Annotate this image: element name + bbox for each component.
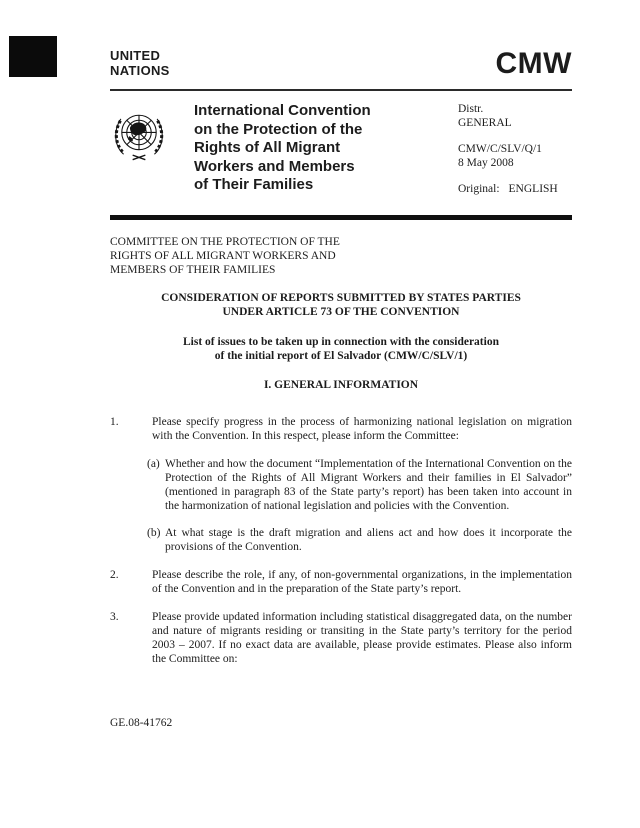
paragraph-3-text: Please provide updated information including statistical disaggregated data, on the number and nature of migrants residing or transiting in the State party’s territory for the period 2003 – 2007. If no exact data are available, please provide estimates. Please also inform the Committee on: <box>152 611 572 665</box>
org-line-1: UNITED <box>110 48 161 63</box>
convention-title <box>194 102 396 196</box>
paragraph-1-text: Please specify progress in the process of harmonizing national legislation on migration with the Convention. In this respect, please inform the Committee: <box>152 416 572 442</box>
paragraph-1-number: 1. <box>110 416 119 428</box>
subitem-a-text: Whether and how the document “Implementation of the International Convention on the Protection of the Rights of All Migrant Workers and their families in El Salvador” (mentioned in paragraph 83 of the State party’s report) has been taken into account in the harmonization of national legislation and policies with the Convention. <box>165 458 572 512</box>
original-label: Original: <box>458 183 500 195</box>
committee-line: RIGHTS OF ALL MIGRANT WORKERS AND <box>110 250 336 262</box>
doc-symbol: CMW/C/SLV/Q/1 <box>458 143 542 155</box>
paragraph-3 <box>110 610 572 666</box>
org-line-2: NATIONS <box>110 63 170 78</box>
convention-title-line: International Convention <box>194 102 371 119</box>
doc-date: 8 May 2008 <box>458 157 514 169</box>
subitem-b-text: At what stage is the draft migration and aliens act and how does it incorporate the provisions of the Convention. <box>165 527 572 553</box>
un-emblem-icon <box>110 106 168 168</box>
doc-symbol-large: CMW <box>495 47 572 80</box>
committee-heading <box>110 235 572 277</box>
document-body <box>110 235 572 730</box>
consideration-heading <box>110 292 572 319</box>
masthead-main <box>110 102 572 196</box>
paragraph-2-number: 2. <box>110 569 119 581</box>
distr-value: GENERAL <box>458 117 512 129</box>
consideration-heading-line: UNDER ARTICLE 73 OF THE CONVENTION <box>222 305 460 318</box>
subitem-a-label: (a) <box>147 458 160 470</box>
list-of-issues-line: of the initial report of El Salvador (CMW/C/SLV/1) <box>214 349 468 362</box>
paragraph-3-number: 3. <box>110 611 119 623</box>
masthead-thick-rule <box>110 215 572 220</box>
list-of-issues-line: List of issues to be taken up in connection with the consideration <box>183 336 499 348</box>
masthead-top <box>110 48 572 78</box>
subitem-a <box>147 457 572 513</box>
convention-title-line: on the Protection of the <box>194 120 363 138</box>
org-name <box>110 48 170 78</box>
original-language: ENGLISH <box>508 183 558 195</box>
committee-line: MEMBERS OF THEIR FAMILIES <box>110 264 276 276</box>
committee-line: COMMITTEE ON THE PROTECTION OF THE <box>110 236 340 248</box>
section-heading-general-information: I. GENERAL INFORMATION <box>263 379 419 391</box>
convention-title-line: of Their Families <box>194 176 314 193</box>
convention-title-line: Workers and Members <box>194 157 355 175</box>
paragraph-2 <box>110 568 572 596</box>
document-meta <box>458 102 558 196</box>
scan-corner-mark <box>9 36 57 77</box>
paragraph-2-text: Please describe the role, if any, of non-governmental organizations, in the implementation of the Convention and in the preparation of the State party’s report. <box>152 569 572 595</box>
subitem-b <box>147 526 572 554</box>
footer-doc-ref: GE.08-41762 <box>110 717 173 729</box>
masthead-thin-rule <box>110 89 572 91</box>
convention-title-line: Rights of All Migrant <box>194 139 341 156</box>
list-of-issues-heading <box>110 336 572 363</box>
consideration-heading-line: CONSIDERATION OF REPORTS SUBMITTED BY STATES PARTIES <box>161 292 521 304</box>
paragraph-1 <box>110 415 572 443</box>
distr-label: Distr. <box>458 103 484 115</box>
subitem-b-label: (b) <box>147 527 161 539</box>
